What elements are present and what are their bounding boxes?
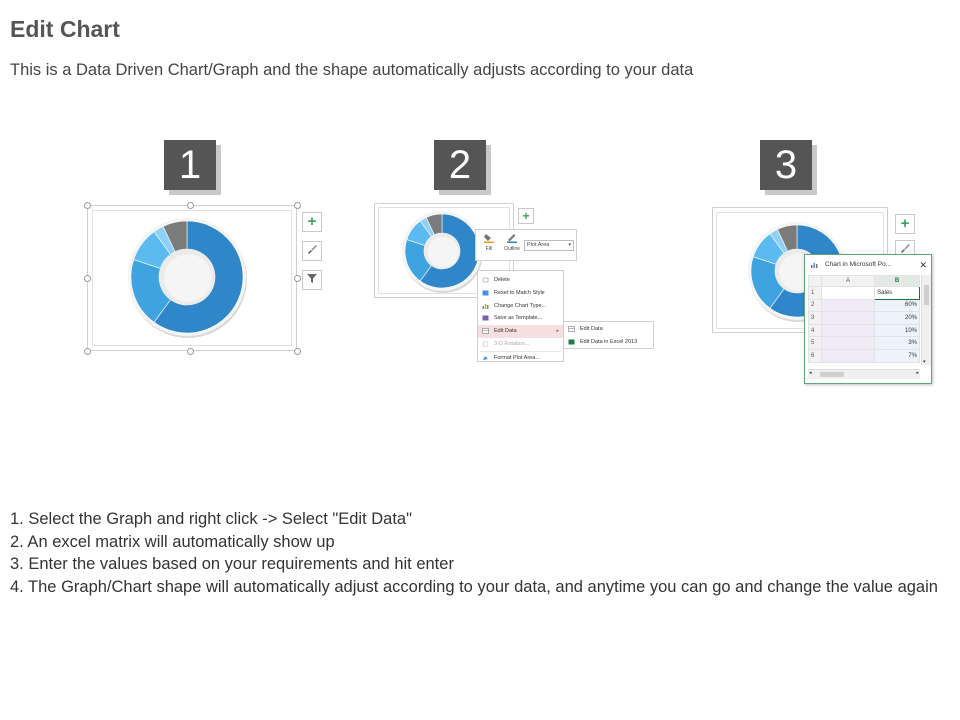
cell-b1[interactable]: Sales: [875, 287, 920, 300]
chart-element-select[interactable]: Plot Area ▾: [524, 240, 574, 251]
grid-corner[interactable]: [809, 276, 822, 287]
scroll-right-icon[interactable]: ▸: [916, 370, 919, 376]
scroll-thumb[interactable]: [820, 372, 844, 377]
resize-handle[interactable]: [294, 202, 301, 209]
row-header[interactable]: 3: [809, 312, 822, 325]
excel-data-window[interactable]: [804, 254, 932, 384]
scroll-down-icon[interactable]: ▾: [923, 359, 926, 365]
submenu-item-edit-in-excel[interactable]: Edit Data in Excel 2013: [564, 336, 653, 349]
paint-bucket-icon: [483, 233, 495, 243]
cell-a4[interactable]: [821, 324, 874, 337]
edit-data-icon: [482, 328, 489, 334]
horizontal-scrollbar[interactable]: [808, 369, 920, 379]
pen-outline-icon: [506, 233, 518, 243]
resize-handle[interactable]: [84, 202, 91, 209]
table-row: [809, 324, 920, 337]
cell-b3[interactable]: 20%: [875, 312, 920, 325]
instruction-step-4: 4. The Graph/Chart shape will automatically adjust according to your data, and anytime you can go and change the value again: [10, 577, 938, 596]
table-row: [809, 349, 920, 362]
donut-hole-highlight: [428, 237, 459, 268]
rotation-icon: [482, 341, 489, 347]
cell-b2[interactable]: 60%: [875, 299, 920, 312]
scroll-left-icon[interactable]: ◂: [809, 370, 812, 376]
table-row: [809, 312, 920, 325]
table-row: [809, 337, 920, 350]
donut-hole-highlight: [164, 254, 212, 302]
close-icon[interactable]: ✕: [919, 260, 927, 270]
chart-filter-button[interactable]: [302, 270, 322, 290]
cell-a5[interactable]: [821, 337, 874, 350]
row-header[interactable]: 6: [809, 349, 822, 362]
step-badge-2: 2: [434, 140, 486, 190]
column-header-a[interactable]: A: [821, 276, 874, 287]
instruction-step-1: 1. Select the Graph and right click -> Select "Edit Data": [10, 510, 412, 528]
cell-a1[interactable]: [821, 287, 874, 300]
brush-icon: [899, 242, 911, 254]
chart-app-icon: [811, 262, 818, 268]
chevron-right-icon: ▸: [556, 328, 559, 335]
instructions: [10, 508, 940, 598]
page-title: Edit Chart: [10, 16, 120, 42]
submenu-item-edit-data[interactable]: Edit Data: [564, 323, 653, 336]
cell-b4[interactable]: 10%: [875, 324, 920, 337]
excel-grid: [808, 275, 920, 363]
column-header-b[interactable]: B: [875, 276, 920, 287]
context-menu: [477, 270, 564, 362]
table-row: [809, 299, 920, 312]
menu-item-3d-rotation[interactable]: 3-D Rotation...: [478, 338, 563, 351]
chart-type-icon: [482, 303, 489, 309]
resize-handle[interactable]: [84, 348, 91, 355]
instruction-step-2: 2. An excel matrix will automatically show up: [10, 532, 335, 551]
menu-item-save-template[interactable]: Save as Template...: [478, 312, 563, 325]
step-badge-1: 1: [164, 140, 216, 190]
row-header[interactable]: 1: [809, 287, 822, 300]
fill-button[interactable]: Fill: [480, 233, 498, 252]
resize-handle[interactable]: [187, 202, 194, 209]
donut-chart-3[interactable]: [0, 0, 1, 1]
excel-title-text: Chart in Microsoft Po...: [825, 261, 892, 268]
row-header[interactable]: 5: [809, 337, 822, 350]
menu-item-format-plot-area[interactable]: Format Plot Area...: [478, 352, 563, 365]
row-header[interactable]: 2: [809, 299, 822, 312]
add-element-button[interactable]: +: [895, 214, 915, 234]
cell-b6[interactable]: 7%: [875, 349, 920, 362]
reset-icon: [482, 290, 489, 296]
step-badge-3: 3: [760, 140, 812, 190]
vertical-scrollbar[interactable]: [921, 275, 931, 365]
instruction-step-3: 3. Enter the values based on your requirements and hit enter: [10, 555, 454, 573]
template-icon: [482, 315, 489, 321]
row-header[interactable]: 4: [809, 324, 822, 337]
scroll-thumb[interactable]: [924, 285, 929, 305]
excel-title-bar[interactable]: [805, 255, 931, 275]
menu-item-reset-style[interactable]: Reset to Match Style: [478, 287, 563, 300]
edit-data-icon: [568, 326, 575, 332]
menu-item-delete[interactable]: Delete: [478, 274, 563, 287]
menu-item-edit-data[interactable]: Edit Data ▸: [478, 325, 563, 338]
resize-handle[interactable]: [294, 348, 301, 355]
cell-a3[interactable]: [821, 312, 874, 325]
page-subtitle: This is a Data Driven Chart/Graph and the shape automatically adjusts according to your data: [10, 61, 694, 79]
excel-icon: [568, 339, 575, 345]
cell-b5[interactable]: 3%: [875, 337, 920, 350]
add-element-button[interactable]: +: [518, 208, 534, 224]
format-icon: [482, 355, 489, 361]
menu-item-change-chart-type[interactable]: Change Chart Type...: [478, 300, 563, 313]
edit-data-submenu: [563, 321, 654, 349]
table-row: [809, 287, 920, 300]
resize-handle[interactable]: [294, 275, 301, 282]
mini-format-toolbar: [475, 229, 577, 261]
cell-a6[interactable]: [821, 349, 874, 362]
outline-button[interactable]: Outline: [503, 233, 521, 252]
filter-icon: [306, 272, 318, 284]
brush-icon: [306, 243, 318, 255]
chevron-down-icon: ▾: [568, 242, 571, 248]
chart-style-button[interactable]: [302, 241, 322, 261]
cell-a2[interactable]: [821, 299, 874, 312]
delete-icon: [482, 277, 489, 283]
add-element-button[interactable]: +: [302, 212, 322, 232]
resize-handle[interactable]: [187, 348, 194, 355]
resize-handle[interactable]: [84, 275, 91, 282]
